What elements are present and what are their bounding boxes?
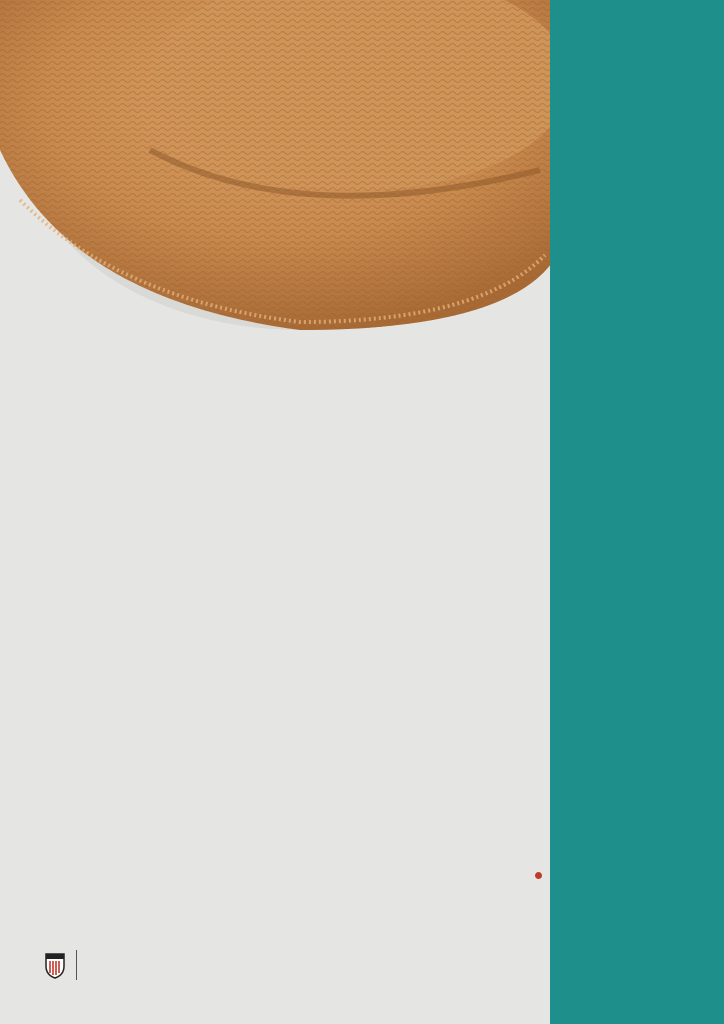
footer-separator [76,950,77,980]
credit-logo-icon [535,872,542,879]
footer [44,950,89,980]
coat-of-arms-icon [44,951,66,979]
straw-hat-image [0,0,565,340]
title-band [550,0,724,1024]
